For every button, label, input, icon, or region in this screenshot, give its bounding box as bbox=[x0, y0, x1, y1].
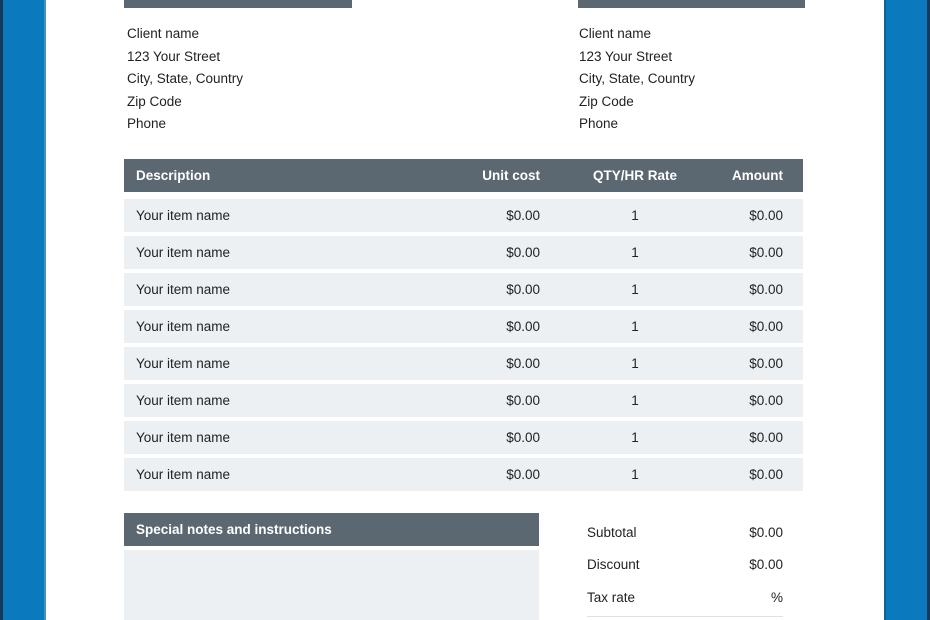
header-amount: Amount bbox=[732, 168, 783, 183]
item-amount-cell: $0.00 bbox=[749, 356, 783, 371]
item-unit-cost-cell: $0.00 bbox=[506, 319, 540, 334]
item-amount-cell: $0.00 bbox=[749, 319, 783, 334]
items-table-header-row bbox=[124, 159, 803, 192]
table-row bbox=[124, 199, 803, 232]
address-line: Client name bbox=[579, 26, 652, 41]
header-qty-hr-rate: QTY/HR Rate bbox=[592, 168, 677, 183]
address-line: Zip Code bbox=[579, 93, 634, 109]
header-description: Description bbox=[136, 168, 211, 183]
item-unit-cost-cell: $0.00 bbox=[506, 430, 540, 445]
address-line: 123 Your Street bbox=[127, 48, 221, 64]
item-unit-cost-cell: $0.00 bbox=[506, 356, 540, 371]
address-line: Phone bbox=[579, 116, 619, 132]
special-notes-box bbox=[124, 550, 539, 620]
item-description-cell: Your item name bbox=[136, 467, 231, 482]
summary-divider bbox=[587, 616, 783, 617]
right-address-header-bar bbox=[578, 0, 805, 8]
table-row bbox=[124, 273, 803, 306]
item-amount-cell: $0.00 bbox=[749, 245, 783, 260]
item-unit-cost-cell: $0.00 bbox=[506, 467, 540, 482]
item-unit-cost-cell: $0.00 bbox=[506, 282, 540, 297]
special-notes-header-label: Special notes and instructions bbox=[136, 522, 332, 537]
tax-rate-label: Tax rate bbox=[587, 589, 636, 605]
item-amount-cell: $0.00 bbox=[749, 467, 783, 482]
right-frame-border bbox=[884, 0, 930, 620]
table-row bbox=[124, 384, 803, 417]
table-row bbox=[124, 236, 803, 269]
left-frame-border bbox=[0, 0, 46, 620]
item-unit-cost-cell: $0.00 bbox=[506, 393, 540, 408]
subtotal-label: Subtotal bbox=[587, 524, 637, 540]
item-amount-cell: $0.00 bbox=[749, 393, 783, 408]
totals-summary bbox=[587, 516, 783, 617]
address-line: City, State, Country bbox=[127, 71, 244, 87]
item-qty-cell: 1 bbox=[631, 319, 639, 334]
subtotal-value: $0.00 bbox=[749, 524, 783, 540]
discount-row bbox=[587, 549, 783, 582]
item-qty-cell: 1 bbox=[631, 245, 639, 260]
shipping-address-block bbox=[579, 23, 695, 136]
special-notes-header-bar bbox=[124, 513, 539, 546]
item-qty-cell: 1 bbox=[631, 430, 639, 445]
address-line: Client name bbox=[127, 26, 200, 41]
item-amount-cell: $0.00 bbox=[749, 282, 783, 297]
item-description-cell: Your item name bbox=[136, 356, 231, 371]
left-address-header-bar bbox=[124, 0, 352, 8]
item-amount-cell: $0.00 bbox=[749, 208, 783, 223]
item-description-cell: Your item name bbox=[136, 393, 231, 408]
discount-value: $0.00 bbox=[749, 557, 783, 573]
item-qty-cell: 1 bbox=[631, 393, 639, 408]
item-qty-cell: 1 bbox=[631, 356, 639, 371]
table-row bbox=[124, 421, 803, 454]
item-qty-cell: 1 bbox=[631, 208, 639, 223]
item-qty-cell: 1 bbox=[631, 282, 639, 297]
address-line: 123 Your Street bbox=[579, 48, 673, 64]
table-row bbox=[124, 347, 803, 380]
item-description-cell: Your item name bbox=[136, 208, 231, 223]
item-description-cell: Your item name bbox=[136, 282, 231, 297]
header-unit-cost: Unit cost bbox=[482, 168, 540, 183]
discount-label: Discount bbox=[587, 557, 640, 573]
address-line: Zip Code bbox=[127, 93, 182, 109]
table-row bbox=[124, 458, 803, 491]
item-description-cell: Your item name bbox=[136, 319, 231, 334]
item-description-cell: Your item name bbox=[136, 430, 231, 445]
item-unit-cost-cell: $0.00 bbox=[506, 245, 540, 260]
tax-rate-row bbox=[587, 581, 783, 614]
tax-rate-value: % bbox=[770, 589, 783, 605]
item-description-cell: Your item name bbox=[136, 245, 231, 260]
subtotal-row bbox=[587, 516, 783, 549]
items-table bbox=[124, 159, 803, 491]
item-qty-cell: 1 bbox=[631, 467, 639, 482]
address-line: City, State, Country bbox=[579, 71, 696, 87]
table-row bbox=[124, 310, 803, 343]
item-unit-cost-cell: $0.00 bbox=[506, 208, 540, 223]
billing-address-block bbox=[127, 23, 243, 136]
item-amount-cell: $0.00 bbox=[749, 430, 783, 445]
address-line: Phone bbox=[127, 116, 167, 132]
